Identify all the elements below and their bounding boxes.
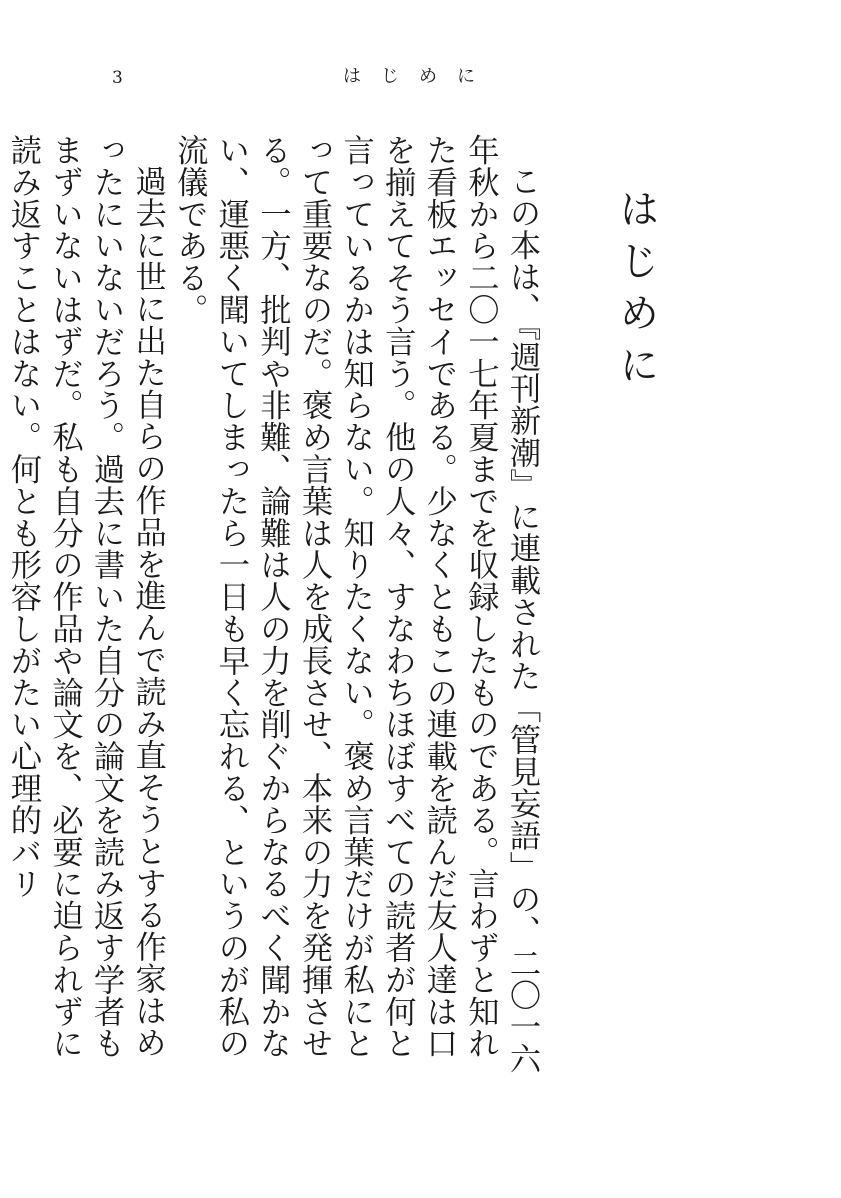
paragraph-1: この本は、『週刊新潮』に連載された「管見妄語」の、二〇一六年秋から二〇一七年夏までを収録したものである。言わずと知れた看板エッセイである。少なくともこの連載を読んだ友人達は口を揃えてそう言う。他の人々、すなわちほぼすべての読者が何と言っているかは知らない。知りたくない。褒め言葉だけが私にとって重要なのだ。褒め言葉は人を成長させ、本来の力を発揮させる。一方、批判や非難、論難は人の力を削ぐからなるべく聞かない、運悪く聞いてしまったら一日も早く忘れる、というのが私の流儀である。 — [171, 134, 540, 1075]
running-head: はじめに — [343, 66, 495, 87]
paragraph-2: 過去に世に出た自らの作品を進んで読み直そうとする作家はめったにいないだろう。過去に書いた自分の論文を読み返す学者もまずいないはずだ。私も自分の作品や論文を、必要に迫られずに読み返すことはない。何とも形容しがたい心理的バリ — [4, 134, 166, 1060]
page-number: 3 — [112, 68, 123, 88]
body-text — [4, 134, 542, 1090]
chapter-title: はじめに — [613, 188, 659, 396]
